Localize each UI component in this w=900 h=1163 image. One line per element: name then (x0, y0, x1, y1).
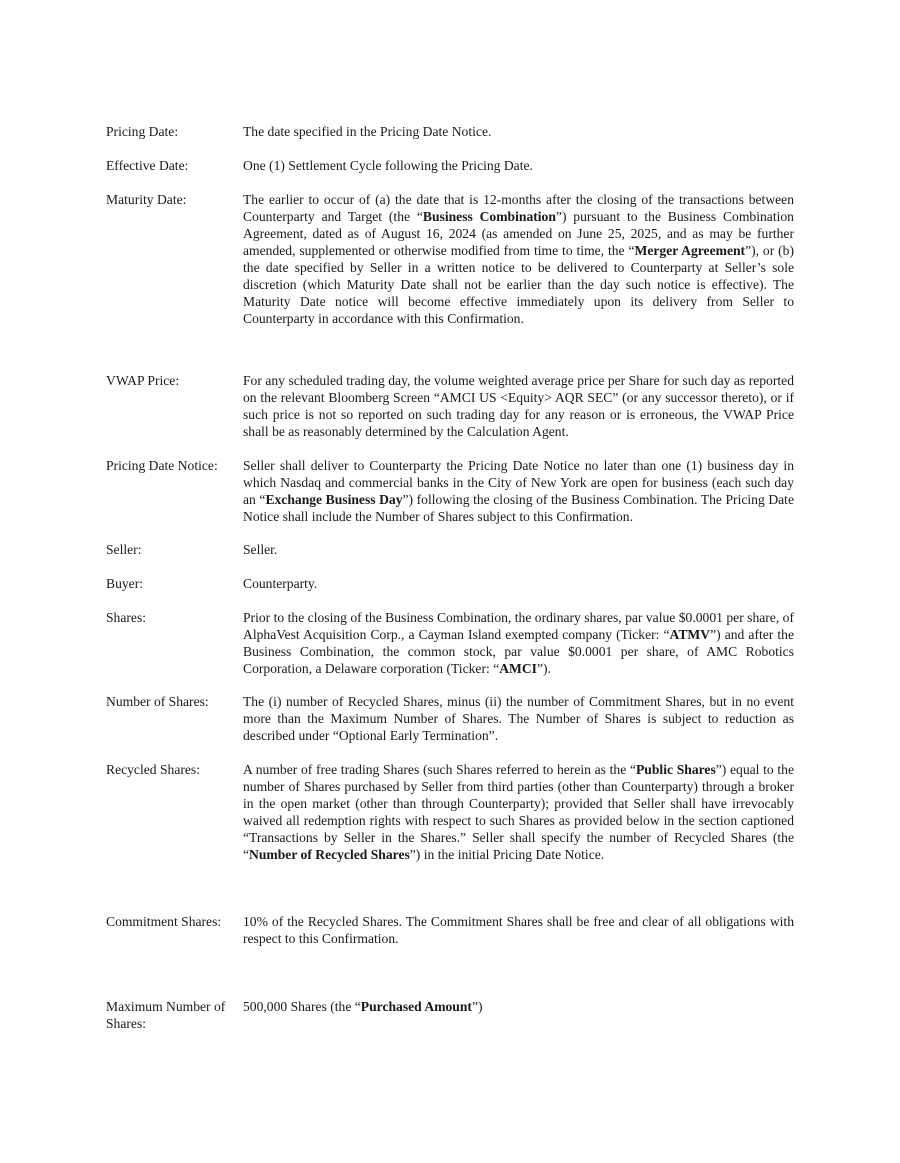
term-label: Maturity Date: (106, 192, 187, 207)
text-run: Seller. (243, 542, 278, 557)
term-vwap-price (106, 372, 794, 440)
text-run: ”) (471, 999, 483, 1014)
term-value (243, 609, 794, 677)
text-run: Seller shall deliver to Counterparty the Pricing Date Notice no later than one (1) business day in which Nasdaq and commercial banks in the City of New York are open for business (each such day an “ (243, 458, 794, 507)
text-run: For any scheduled trading day, the volume weighted average price per Share for such day as reported on the relevant Bloomberg Screen “AMCI US <Equity> AQR SEC” (or any successor thereto), or if such price is not so reported on such trading day for any reason or is erroneous, the VWAP Price shall be as reasonably determined by the Calculation Agent. (243, 373, 794, 439)
term-maximum-number-of-shares (106, 998, 794, 1031)
defined-term: AMCI (499, 661, 537, 676)
term-value (243, 998, 794, 1015)
term-value (243, 123, 794, 140)
text-run: ”). (536, 661, 551, 676)
term-label: Pricing Date Notice: (106, 458, 218, 473)
term-shares (106, 609, 794, 677)
term-label: Seller: (106, 542, 142, 557)
text-run: ”) equal to the number of Shares purchased by Seller from third parties (other than Counterparty) through a broker in the open market (other than through Counterparty); provided that Seller shall have irrevocably waived all redemption rights with respect to such Shares as provided below in the section captioned “Transactions by Seller in the Shares.” Seller shall specify the number of Recycled Shares (the “ (243, 762, 794, 862)
term-recycled-shares (106, 761, 794, 863)
term-label: Maximum Number of Shares: (106, 999, 226, 1031)
term-label: Shares: (106, 610, 147, 625)
text-run: The date specified in the Pricing Date Notice. (243, 124, 492, 139)
text-run: Counterparty. (243, 576, 318, 591)
term-value (243, 372, 794, 440)
term-pricing-date-notice (106, 457, 794, 525)
term-value (243, 913, 794, 947)
text-run: ”) following the closing of the Business Combination. The Pricing Date Notice shall include the Number of Shares subject to this Confirmation. (243, 492, 794, 524)
term-value (243, 157, 794, 174)
term-label: Pricing Date: (106, 124, 179, 139)
term-effective-date (106, 157, 794, 174)
defined-term: Merger Agreement (634, 243, 746, 258)
defined-term: Purchased Amount (360, 999, 472, 1014)
text-run: The earlier to occur of (a) the date that is 12-months after the closing of the transactions between Counterparty and Target (the “ (243, 192, 794, 224)
text-run: ”) pursuant to the Business Combination Agreement, dated as of August 16, 2024 (as amended on June 25, 2025, and as may be further amended, supplemented or otherwise modified from time to time, the “ (243, 209, 794, 258)
term-label: Number of Shares: (106, 694, 209, 709)
term-value (243, 761, 794, 863)
defined-term: Exchange Business Day (265, 492, 403, 507)
term-buyer (106, 575, 794, 592)
text-run: One (1) Settlement Cycle following the Pricing Date. (243, 158, 533, 173)
term-value (243, 457, 794, 525)
defined-term: Public Shares (636, 762, 716, 777)
text-run: ”) and after the Business Combination, the common stock, par value $0.0001 per share, of AMC Robotics Corporation, a Delaware corporation (Ticker: “ (243, 627, 794, 676)
text-run: The (i) number of Recycled Shares, minus (ii) the number of Commitment Shares, but in no event more than the Maximum Number of Shares. The Number of Shares is subject to reduction as described under “Optional Early Termination”. (243, 694, 794, 743)
term-pricing-date (106, 123, 794, 140)
term-commitment-shares (106, 913, 794, 947)
term-value (243, 575, 794, 592)
term-value (243, 693, 794, 744)
text-run: Prior to the closing of the Business Combination, the ordinary shares, par value $0.0001 per share, of AlphaVest Acquisition Corp., a Cayman Island exempted company (Ticker: “ (243, 610, 794, 642)
text-run: 10% of the Recycled Shares. The Commitment Shares shall be free and clear of all obligations with respect to this Confirmation. (243, 914, 794, 946)
text-run: ”) in the initial Pricing Date Notice. (409, 847, 605, 862)
defined-term: Business Combination (422, 209, 556, 224)
text-run: ”), or (b) the date specified by Seller in a written notice to be delivered to Counterparty at Seller’s sole discretion (which Maturity Date shall not be earlier than the day such notice is effective). The Maturity Date notice will become effective immediately upon its delivery from Seller to Counterparty in accordance with this Confirmation. (243, 243, 794, 326)
term-number-of-shares (106, 693, 794, 744)
term-label: VWAP Price: (106, 373, 180, 388)
term-seller (106, 541, 794, 558)
term-value (243, 541, 794, 558)
term-label: Effective Date: (106, 158, 189, 173)
defined-term: Number of Recycled Shares (249, 847, 410, 862)
term-label: Commitment Shares: (106, 914, 222, 929)
term-maturity-date (106, 191, 794, 327)
defined-term: ATMV (669, 627, 711, 642)
term-label: Buyer: (106, 576, 143, 591)
text-run: 500,000 Shares (the “ (243, 999, 361, 1014)
term-value (243, 191, 794, 327)
text-run: A number of free trading Shares (such Shares referred to herein as the “ (243, 762, 636, 777)
term-label: Recycled Shares: (106, 762, 200, 777)
